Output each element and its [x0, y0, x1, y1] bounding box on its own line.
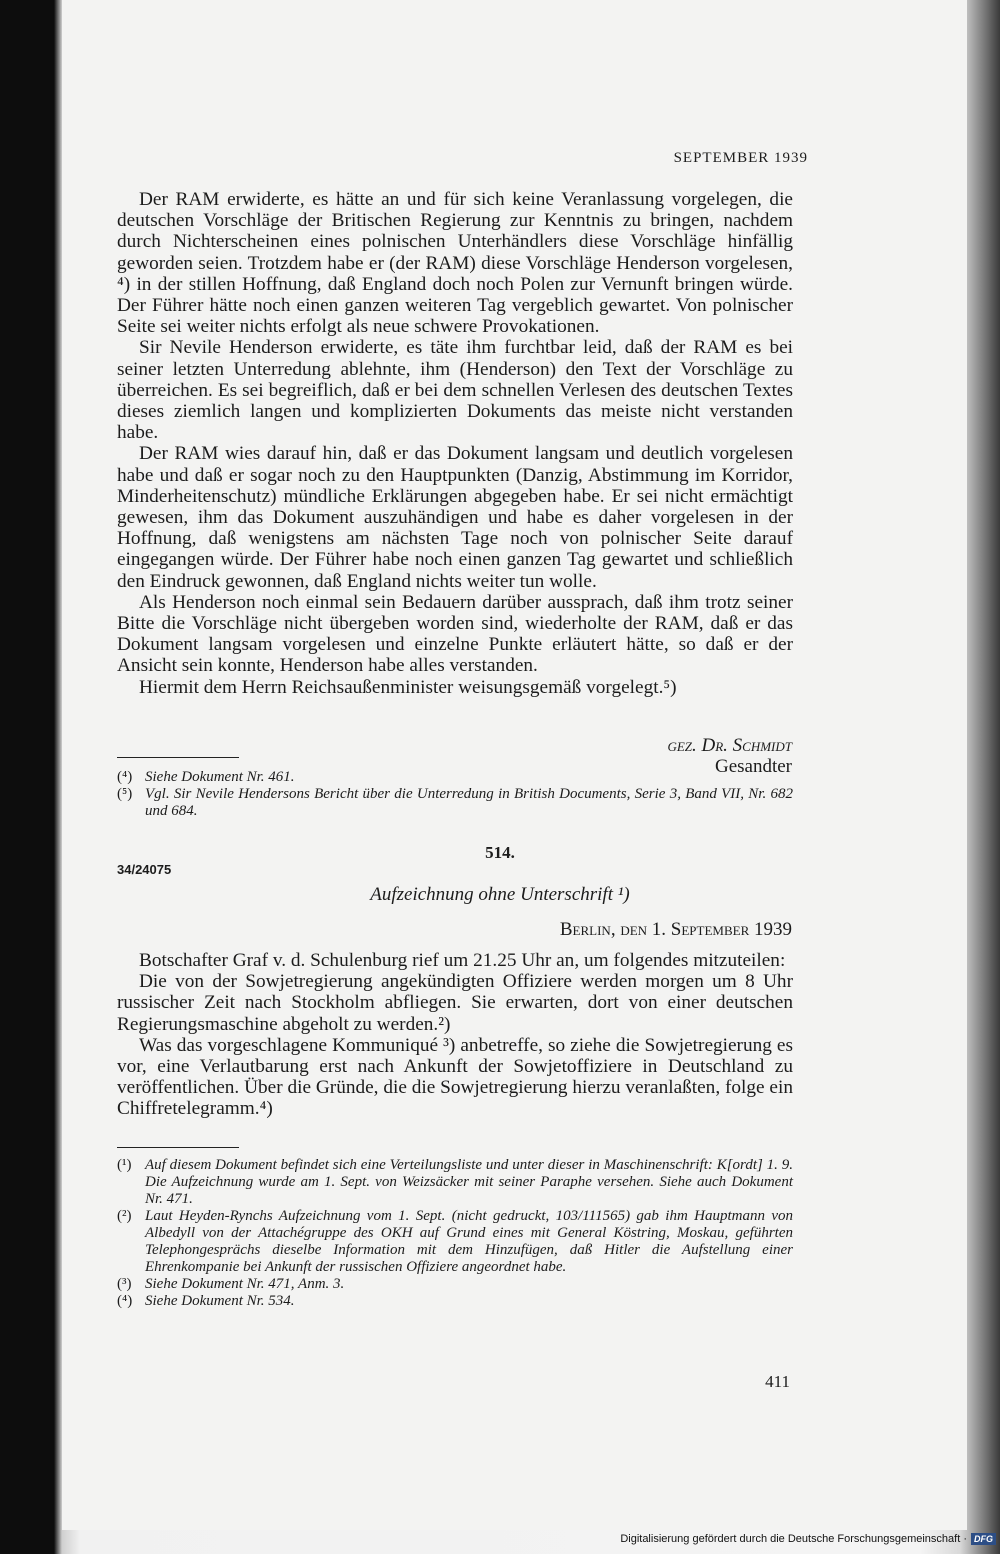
paragraph: Als Henderson noch einmal sein Bedauern darüber aussprach, daß ihm trotz seiner Bitte die Vorschläge nicht übergeben worden sind, wiederholte der RAM, daß er das Dokument langsam vorgelesen und einzelne Punkte erläutert hätte, so daß er der Ansicht sein konnte, Henderson habe alles verstanden. — [117, 591, 793, 677]
footnote-text: Siehe Dokument Nr. 461. — [145, 769, 295, 785]
footnote-text: Laut Heyden-Rynchs Aufzeichnung vom 1. Sept. (nicht gedruckt, 103/111565) gab ihm Hauptmann von Albedyll von der Attachégruppe des OKH auf Grund eines mit General Köstring, Moskau, geführten Telephongesprächs dieselbe Information mit dem Hinzufügen, daß Hitler die Aufstellung einer Ehrenkompanie bei Ankunft der russischen Offiziere angeordnet habe. — [145, 1208, 793, 1275]
footnote — [117, 769, 793, 786]
document-number: 514. — [485, 843, 515, 862]
footnote-rule — [117, 757, 239, 758]
footnote — [117, 1157, 793, 1208]
digitization-credit — [620, 1533, 996, 1545]
paragraph: Sir Nevile Henderson erwiderte, es täte ihm furchtbar leid, daß der RAM es bei seiner letzten Unterredung ablehnte, ihm (Henderson) den Text der Vorschläge zu überreichen. Es sei begreiflich, daß er bei dem schnellen Verlesen des deutschen Textes dieses ziemlich langen und komplizierten Dokuments das meiste nicht verstanden habe. — [117, 337, 793, 444]
section1-footnotes — [117, 769, 793, 820]
place-date: Berlin, den 1. September 1939 — [559, 919, 792, 940]
footnote — [117, 1293, 793, 1310]
document-body — [117, 950, 793, 1120]
footnote-rule — [117, 1147, 239, 1148]
credit-text: Digitalisierung gefördert durch die Deutsche Forschungsgemeinschaft · — [620, 1533, 967, 1545]
footnote — [117, 1276, 793, 1293]
signature-title: Gesandter — [714, 756, 792, 777]
footnote — [117, 1208, 793, 1276]
file-number: 34/24075 — [117, 862, 172, 877]
footnote-text: Siehe Dokument Nr. 471, Anm. 3. — [145, 1276, 345, 1292]
paragraph: Was das vorgeschlagene Kommuniqué ³) anbetreffe, so ziehe die Sowjetregierung es vor, eine Verlautbarung erst nach Ankunft der Sowjetoffiziere in Deutschland zu veröffentlichen. Über die Gründe, die die Sowjetregierung hierzu veranlaßten, folge ein Chiffretelegramm.⁴) — [117, 1034, 793, 1120]
footnote-mark: (⁴) — [117, 769, 133, 785]
document-footnotes — [117, 1157, 793, 1310]
section1-body — [117, 189, 793, 698]
paragraph: Die von der Sowjetregierung angekündigten Offiziere werden morgen um 8 Uhr russischer Zeit nach Stockholm abfliegen. Sie erwarten, dort von einer deutschen Regierungsmaschine abgeholt zu werden.²) — [117, 971, 793, 1035]
dfg-logo-icon: DFG — [971, 1533, 996, 1545]
paragraph: Hiermit dem Herrn Reichsaußenminister weisungsgemäß vorgelegt.⁵) — [139, 676, 677, 698]
footnote-mark: (²) — [117, 1208, 132, 1224]
footnote-text: Siehe Dokument Nr. 534. — [145, 1293, 295, 1309]
footnote-mark: (⁴) — [117, 1293, 133, 1309]
footnote-mark: (¹) — [117, 1157, 132, 1173]
footnote-mark: (⁵) — [117, 786, 133, 802]
footnote-text: Vgl. Sir Nevile Hendersons Bericht über die Unterredung in British Documents, Serie 3, Band VII, Nr. 682 und 684. — [145, 786, 793, 819]
paragraph: Botschafter Graf v. d. Schulenburg rief um 21.25 Uhr an, um folgendes mitzuteilen: — [139, 950, 786, 971]
footnote — [117, 786, 793, 820]
document-title: Aufzeichnung ohne Unterschrift ¹) — [370, 884, 630, 905]
footnote-mark: (³) — [117, 1276, 132, 1292]
page-number: 411 — [765, 1372, 790, 1391]
paragraph: Der RAM wies darauf hin, daß er das Dokument langsam und deutlich vorgelesen habe und daß er sogar noch zu den Hauptpunkten (Danzig, Abstimmung im Korridor, Minderheitenschutz) mündliche Erklärungen abgegeben habe. Er sei nicht ermächtigt gewesen, ihm das Dokument auszuhändigen und habe es daher vorgelesen in der Hoffnung, daß wenigstens am nächsten Tage noch von polnischer Seite darauf eingegangen würde. Der Führer habe noch einen ganzen Tag gewartet und schließlich den Eindruck gewonnen, daß England nichts weiter tun wolle. — [117, 443, 793, 592]
signature-name: gez. Dr. Schmidt — [667, 735, 792, 756]
footnote-text: Auf diesem Dokument befindet sich eine Verteilungsliste und unter dieser in Maschinenschrift: K[ordt] 1. 9. Die Aufzeichnung wurde am 1. Sept. von Weizsäcker mit seiner Paraphe versehen. Siehe auch Dokument Nr. 471. — [145, 1157, 793, 1207]
running-head: SEPTEMBER 1939 — [673, 150, 808, 166]
paragraph: Der RAM erwiderte, es hätte an und für sich keine Veranlassung vorgelegen, die deutschen Vorschläge der Britischen Regierung zur Kenntnis zu bringen, nachdem durch Nichterscheinen eines polnischen Unterhändlers diese Vorschläge hinfällig geworden seien. Trotzdem habe er (der RAM) diese Vorschläge Henderson vorgelesen, ⁴) in der stillen Hoffnung, daß England doch noch Polen zur Vernunft bringen würde. Der Führer hätte noch einen ganzen weiteren Tag vergeblich gewartet. Von polnischer Seite sei weiter nichts erfolgt als neue schwere Provokationen. — [117, 189, 793, 338]
